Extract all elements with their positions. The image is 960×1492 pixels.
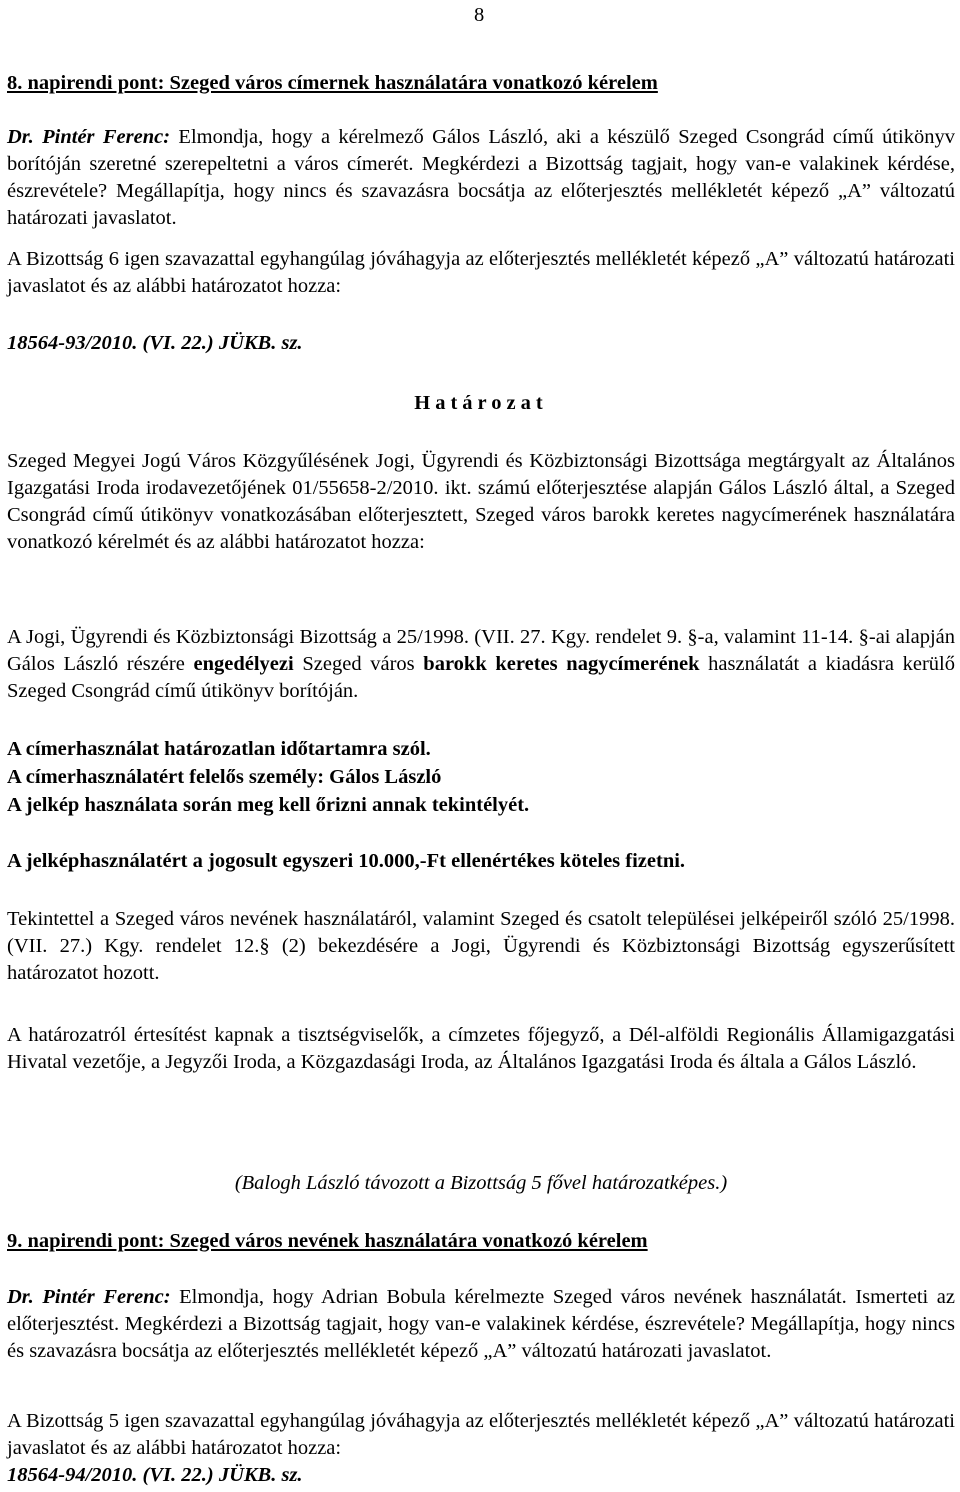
condition-duration: A címerhasználat határozatlan időtartamra szól. (7, 738, 431, 760)
resolution-title: Határozat (414, 392, 548, 414)
resolution-reference: 18564-94/2010. (VI. 22.) JÜKB. sz. (7, 1464, 303, 1486)
item-9-heading: 9. napirendi pont: Szeged város nevének használatára vonatkozó kérelem (7, 1230, 648, 1252)
attendance-note: (Balogh László távozott a Bizottság 5 fővel határozatképes.) (234, 1172, 728, 1194)
condition-responsible: A címerhasználatért felelős személy: Gálos László (7, 766, 442, 788)
page-number: 8 (474, 4, 485, 26)
speaker-name: Dr. Pintér Ferenc: (7, 1286, 171, 1308)
resolution-preamble: Szeged Megyei Jogú Város Közgyűlésének Jogi, Ügyrendi és Közbiztonsági Bizottsága megtárgyalt az Általános Igazgatási Iroda irodavezetőjének 01/55658-2/2010. ikt. számú előterjesztése alapján Gálos László által, a Szeged Csongrád című útikönyv vonatkozásában előterjesztett, Szeged város barokk keretes nagycímerének használatára vonatkozó kérelmét és az alábbi határozatot hozza: (7, 450, 955, 553)
decision-text-1: A Jogi, Ügyrendi és Közbiztonsági Bizottság a 25/1998. (VII. 27. Kgy. rendelet 9. §-a, valamint 11-14. §-ai alapján Gálos László részére (7, 626, 955, 675)
discussion-text: Elmondja, hogy Adrian Bobula kérelmezte Szeged város nevének használatát. Ismerteti az előterjesztést. Megkérdezi a Bizottság tagjait, hogy van-e valakinek kérdése, észrevétele? Megállapítja, hogy nincs és szavazásra bocsátja az előterjesztés mellékletét képező „A” változatú határozati javaslatot. (7, 1286, 955, 1362)
vote-result: A Bizottság 5 igen szavazattal egyhangúlag jóváhagyja az előterjesztés mellékletét képező „A” változatú határozati javaslatot és az alábbi határozatot hozza: (7, 1410, 955, 1459)
resolution-decision (7, 624, 955, 705)
item-8-heading: 8. napirendi pont: Szeged város címernek használatára vonatkozó kérelem (7, 72, 658, 94)
decision-object: barokk keretes nagycímerének (423, 653, 700, 675)
item-8-discussion (7, 124, 955, 232)
resolution-reference: 18564-93/2010. (VI. 22.) JÜKB. sz. (7, 332, 303, 354)
simplified-resolution-note: Tekintettel a Szeged város nevének használatáról, valamint Szeged és csatolt települései jelképeiről szóló 25/1998. (VII. 27.) Kgy. rendelet 12.§ (2) bekezdésére a Jogi, Ügyrendi és Közbiztonsági Bizottság egyszerűsített határozatot hozott. (7, 908, 955, 984)
condition-respect: A jelkép használata során meg kell őrizni annak tekintélyét. (7, 794, 530, 816)
decision-text-2: Szeged város (293, 653, 424, 675)
item-9-discussion (7, 1284, 955, 1365)
discussion-text: Elmondja, hogy a kérelmező Gálos László, aki a készülő Szeged Csongrád című útikönyv borítóján szeretné szerepeltetni a város címerét. Megkérdezi a Bizottság tagjait, hogy van-e valakinek kérdése, észrevétele? Megállapítja, hogy nincs és szavazásra bocsátja az előterjesztés mellékletét képező „A” változatú határozati javaslatot. (7, 126, 956, 229)
condition-fee: A jelképhasználatért a jogosult egyszeri 10.000,-Ft ellenértékes köteles fizetni. (7, 850, 686, 872)
decision-text-3: használatát a kiadásra kerülő Szeged Csongrád című útikönyv borítóján. (7, 653, 955, 702)
vote-result: A Bizottság 6 igen szavazattal egyhangúlag jóváhagyja az előterjesztés mellékletét képező „A” változatú határozati javaslatot és az alábbi határozatot hozza: (7, 248, 955, 297)
notification-list: A határozatról értesítést kapnak a tisztségviselők, a címzetes főjegyző, a Dél-alföldi Regionális Államigazgatási Hivatal vezetője, a Jegyzői Iroda, a Közgazdasági Iroda, az Általános Igazgatási Iroda és általa a Gálos László. (7, 1024, 955, 1073)
speaker-name: Dr. Pintér Ferenc: (7, 126, 171, 148)
decision-keyword: engedélyezi (193, 653, 294, 675)
